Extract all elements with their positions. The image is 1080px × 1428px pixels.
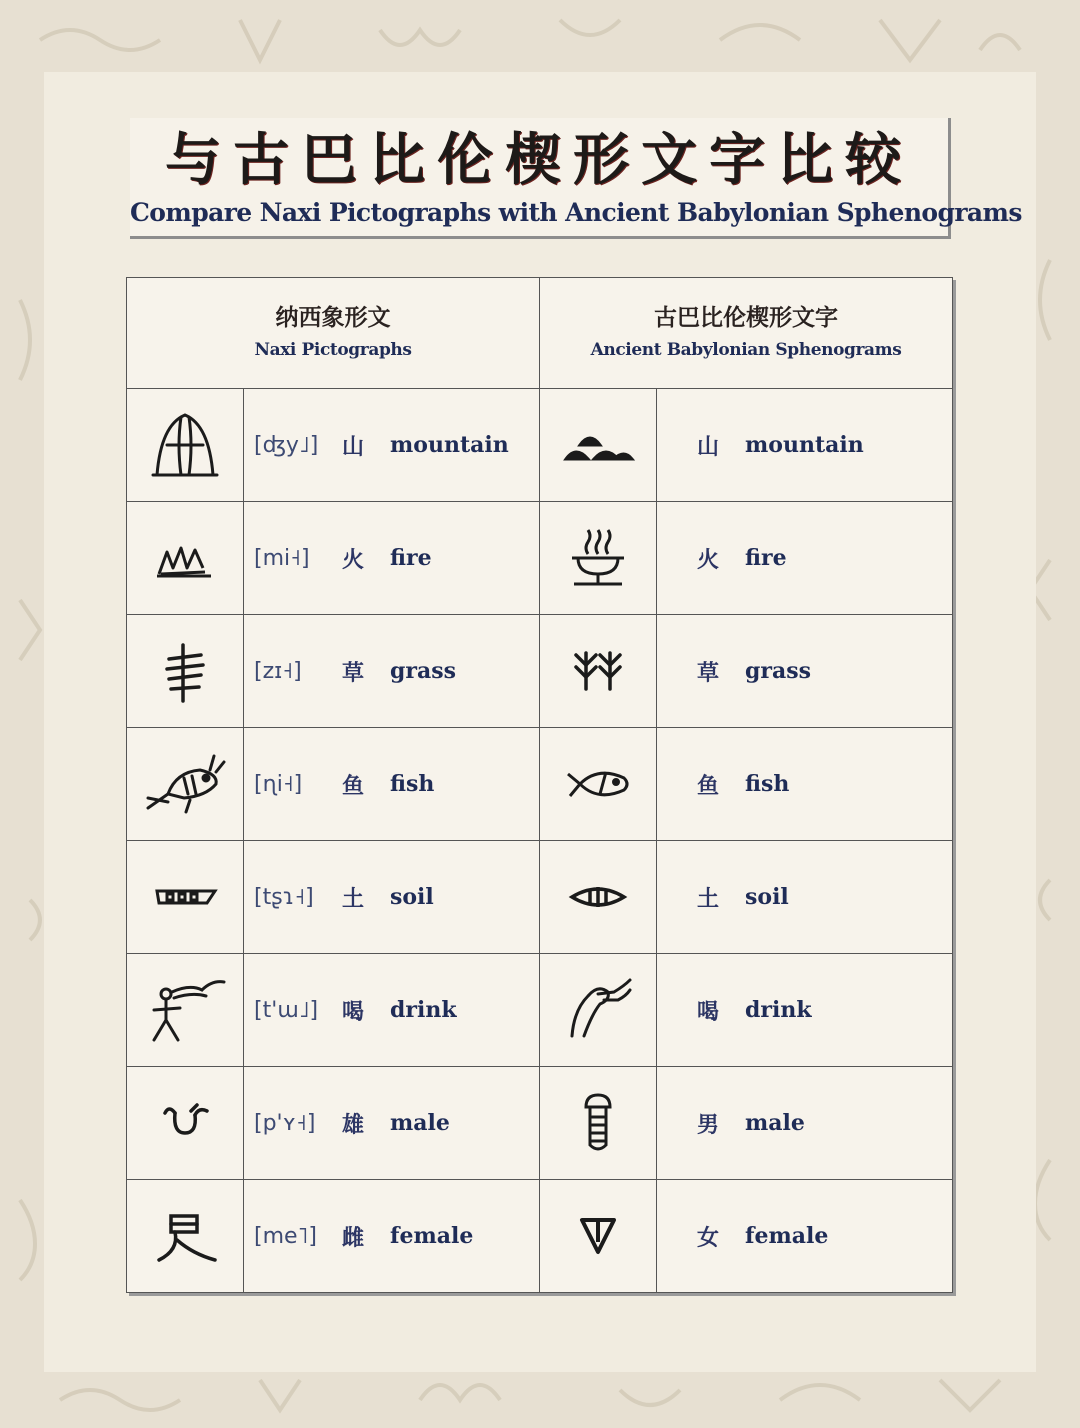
fish-pictograph-icon <box>140 744 230 824</box>
ipa-transcription: [mi˧] <box>254 545 310 571</box>
comparison-table <box>126 277 953 1293</box>
chinese-gloss: 山 <box>697 434 720 460</box>
chinese-gloss: 火 <box>697 547 720 573</box>
table-row <box>127 728 953 841</box>
ipa-transcription: [zɪ˧] <box>254 658 302 684</box>
column-header-naxi-zh: 纳西象形文 <box>275 304 391 331</box>
female-pictograph-icon <box>145 1196 225 1276</box>
english-gloss: female <box>745 1223 829 1249</box>
english-gloss: soil <box>745 884 789 910</box>
english-gloss: mountain <box>390 432 509 458</box>
chinese-gloss: 草 <box>342 660 365 686</box>
chinese-gloss: 鱼 <box>342 773 365 799</box>
table-row <box>127 389 953 502</box>
column-header-babylonian-zh: 古巴比伦楔形文字 <box>654 304 839 331</box>
mountain-pictograph-icon <box>145 405 225 485</box>
drink-pictograph-icon <box>140 970 230 1050</box>
grass-sphenogram-icon <box>558 631 638 711</box>
english-gloss: male <box>745 1110 805 1136</box>
chinese-gloss: 草 <box>697 660 720 686</box>
table-row <box>127 615 953 728</box>
ipa-transcription: [tʂɿ˧] <box>254 884 314 910</box>
male-sphenogram-icon <box>558 1083 638 1163</box>
chinese-gloss: 土 <box>697 886 720 912</box>
title-chinese: 与古巴比伦楔形文字比较 <box>165 128 913 193</box>
table-row <box>127 954 953 1067</box>
title-english: Compare Naxi Pictographs with Ancient Babylonian Sphenograms <box>130 198 1022 227</box>
fire-pictograph-icon <box>145 518 225 598</box>
female-sphenogram-icon <box>558 1196 638 1276</box>
chinese-gloss: 土 <box>342 886 365 912</box>
chinese-gloss: 喝 <box>697 999 720 1025</box>
chinese-gloss: 山 <box>342 434 365 460</box>
english-gloss: drink <box>390 997 457 1023</box>
ipa-transcription: [p'ʏ˧] <box>254 1110 316 1136</box>
mountain-sphenogram-icon <box>558 405 638 485</box>
english-gloss: female <box>390 1223 474 1249</box>
chinese-gloss: 火 <box>342 547 365 573</box>
ipa-transcription: [ɳi˧] <box>254 771 303 797</box>
grass-pictograph-icon <box>145 631 225 711</box>
chinese-gloss: 女 <box>697 1225 720 1251</box>
column-header-babylonian <box>540 278 953 389</box>
male-pictograph-icon <box>145 1083 225 1163</box>
title-box <box>130 118 1022 239</box>
ipa-transcription: [ʤy˩] <box>254 432 319 458</box>
chinese-gloss: 喝 <box>342 999 365 1025</box>
column-header-naxi <box>127 278 540 389</box>
english-gloss: fish <box>745 771 790 797</box>
soil-pictograph-icon <box>145 857 225 937</box>
chinese-gloss: 男 <box>697 1112 720 1138</box>
english-gloss: fire <box>745 545 787 571</box>
ipa-transcription: [me˥] <box>254 1223 317 1249</box>
table-row <box>127 841 953 954</box>
fire-sphenogram-icon <box>558 518 638 598</box>
ipa-transcription: [t'ɯ˩] <box>254 997 319 1023</box>
english-gloss: drink <box>745 997 812 1023</box>
english-gloss: male <box>390 1110 450 1136</box>
table-row <box>127 1067 953 1180</box>
soil-sphenogram-icon <box>558 857 638 937</box>
chinese-gloss: 雌 <box>342 1225 365 1251</box>
chinese-gloss: 鱼 <box>697 773 720 799</box>
english-gloss: fire <box>390 545 432 571</box>
chinese-gloss: 雄 <box>342 1112 365 1138</box>
english-gloss: grass <box>745 658 812 684</box>
english-gloss: fish <box>390 771 435 797</box>
column-header-naxi-en: Naxi Pictographs <box>254 340 412 360</box>
english-gloss: soil <box>390 884 434 910</box>
table-row <box>127 1180 953 1293</box>
table-row <box>127 502 953 615</box>
column-header-babylonian-en: Ancient Babylonian Sphenograms <box>590 340 902 360</box>
english-gloss: mountain <box>745 432 864 458</box>
english-gloss: grass <box>390 658 456 684</box>
drink-sphenogram-icon <box>558 970 638 1050</box>
fish-sphenogram-icon <box>558 744 638 824</box>
